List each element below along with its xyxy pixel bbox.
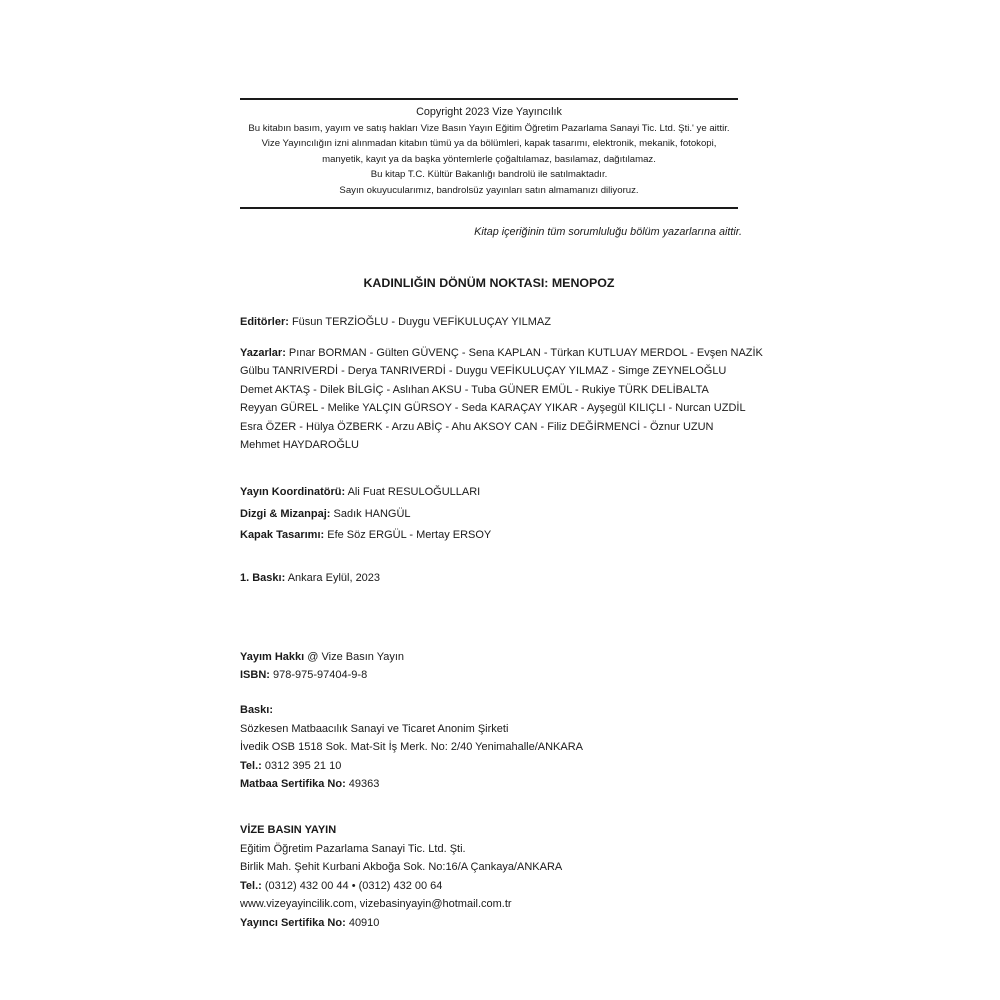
cover-design-label: Kapak Tasarımı:: [240, 529, 325, 541]
coordinator-label: Yayın Koordinatörü:: [240, 486, 346, 498]
printer-cert: 49363: [345, 778, 380, 791]
authors-line: Esra ÖZER - Hülya ÖZBERK - Arzu ABİÇ - Ahu AKSOY CAN - Filiz DEĞİRMENCİ - Öznur UZUN: [240, 420, 714, 433]
edition-label: 1. Baskı:: [240, 572, 286, 584]
responsibility-disclaimer: Kitap içeriğinin tüm sorumluluğu bölüm yazarlarına aittir.: [474, 226, 742, 238]
authors-line: Pınar BORMAN - Gülten GÜVENÇ - Sena KAPLAN - Türkan KUTLUAY MERDOL - Evşen NAZİK: [285, 347, 763, 359]
publisher-tel: (0312) 432 00 44 • (0312) 432 00 64: [261, 879, 443, 892]
publisher-address: Birlik Mah. Şehit Kurbani Akboğa Sok. No:16/A Çankaya/ANKARA: [240, 861, 563, 874]
publisher-web: www.vizeyayincilik.com, vizebasinyayin@hotmail.com.tr: [240, 898, 512, 911]
isbn-value: 978-975-97404-9-8: [269, 669, 368, 681]
typesetting-value: Sadık HANGÜL: [330, 507, 411, 520]
authors-line: Mehmet HAYDAROĞLU: [240, 439, 359, 452]
isbn-label: ISBN:: [240, 669, 270, 681]
publisher-heading: VİZE BASIN YAYIN: [240, 824, 337, 836]
rights-value: @ Vize Basın Yayın: [304, 651, 405, 663]
copyright-line: manyetik, kayıt ya da başka yöntemlerle çoğaltılamaz, basılamaz, dağıtılamaz.: [322, 153, 656, 165]
editors-label: Editörler:: [240, 316, 289, 328]
coordinator-value: Ali Fuat RESULOĞULLARI: [345, 486, 481, 498]
rights-label: Yayım Hakkı: [240, 651, 305, 663]
copyright-line: Bu kitabın basım, yayım ve satış hakları Vize Basın Yayın Eğitim Öğretim Pazarlama Sanayi Tic. Ltd. Şti.' ye aittir.: [248, 122, 730, 134]
printer-heading: Baskı:: [240, 704, 274, 716]
publisher-tel-label: Tel.:: [240, 879, 262, 892]
editors-value: Füsun TERZİOĞLU - Duygu VEFİKULUÇAY YILMAZ: [288, 316, 551, 328]
printer-tel-label: Tel.:: [240, 759, 262, 772]
cover-design-value: Efe Söz ERGÜL - Mertay ERSOY: [324, 529, 492, 541]
publisher-cert-label: Yayıncı Sertifika No:: [240, 916, 346, 929]
editors-section: [240, 313, 740, 331]
copyright-line: Bu kitap T.C. Kültür Bakanlığı bandrolü ile satılmaktadır.: [370, 169, 608, 181]
publisher-section: [240, 821, 740, 933]
edition-section: [240, 569, 740, 587]
printer-section: [240, 701, 740, 794]
book-title: KADINLIĞIN DÖNÜM NOKTASI: MENOPOZ: [363, 276, 615, 290]
copyright-box: [240, 98, 738, 209]
printer-address: İvedik OSB 1518 Sok. Mat-Sit İş Merk. No: 2/40 Yenimahalle/ANKARA: [240, 741, 583, 754]
publisher-name: Eğitim Öğretim Pazarlama Sanayi Tic. Ltd. Şti.: [240, 842, 466, 855]
typesetting-label: Dizgi & Mizanpaj:: [240, 507, 331, 520]
rights-section: [240, 648, 740, 684]
printer-tel: 0312 395 21 10: [261, 759, 342, 772]
authors-section: [240, 344, 763, 454]
printer-cert-label: Matbaa Sertifika No:: [240, 778, 346, 791]
publisher-cert: 40910: [345, 916, 380, 929]
copyright-line: Vize Yayıncılığın izni alınmadan kitabın tümü ya da bölümleri, kapak tasarımı, elektronik, mekanik, fotokopi,: [261, 138, 717, 150]
copyright-title: Copyright 2023 Vize Yayıncılık: [416, 106, 562, 118]
authors-line: Reyyan GÜREL - Melike YALÇIN GÜRSOY - Seda KARAÇAY YIKAR - Ayşegül KILIÇLI - Nurcan UZDİL: [240, 402, 746, 415]
authors-line: Gülbu TANRIVERDİ - Derya TANRIVERDİ - Duygu VEFİKULUÇAY YILMAZ - Simge ZEYNELOĞLU: [240, 365, 727, 378]
printer-name: Sözkesen Matbaacılık Sanayi ve Ticaret Anonim Şirketi: [240, 722, 509, 735]
authors-label: Yazarlar:: [240, 347, 286, 359]
authors-line: Demet AKTAŞ - Dilek BİLGİÇ - Aslıhan AKSU - Tuba GÜNER EMÜL - Rukiye TÜRK DELİBALTA: [240, 383, 709, 396]
edition-value: Ankara Eylül, 2023: [285, 572, 381, 584]
copyright-line: Sayın okuyucularımız, bandrolsüz yayınları satın almamanızı diliyoruz.: [339, 184, 639, 196]
credits-section: [240, 482, 740, 547]
